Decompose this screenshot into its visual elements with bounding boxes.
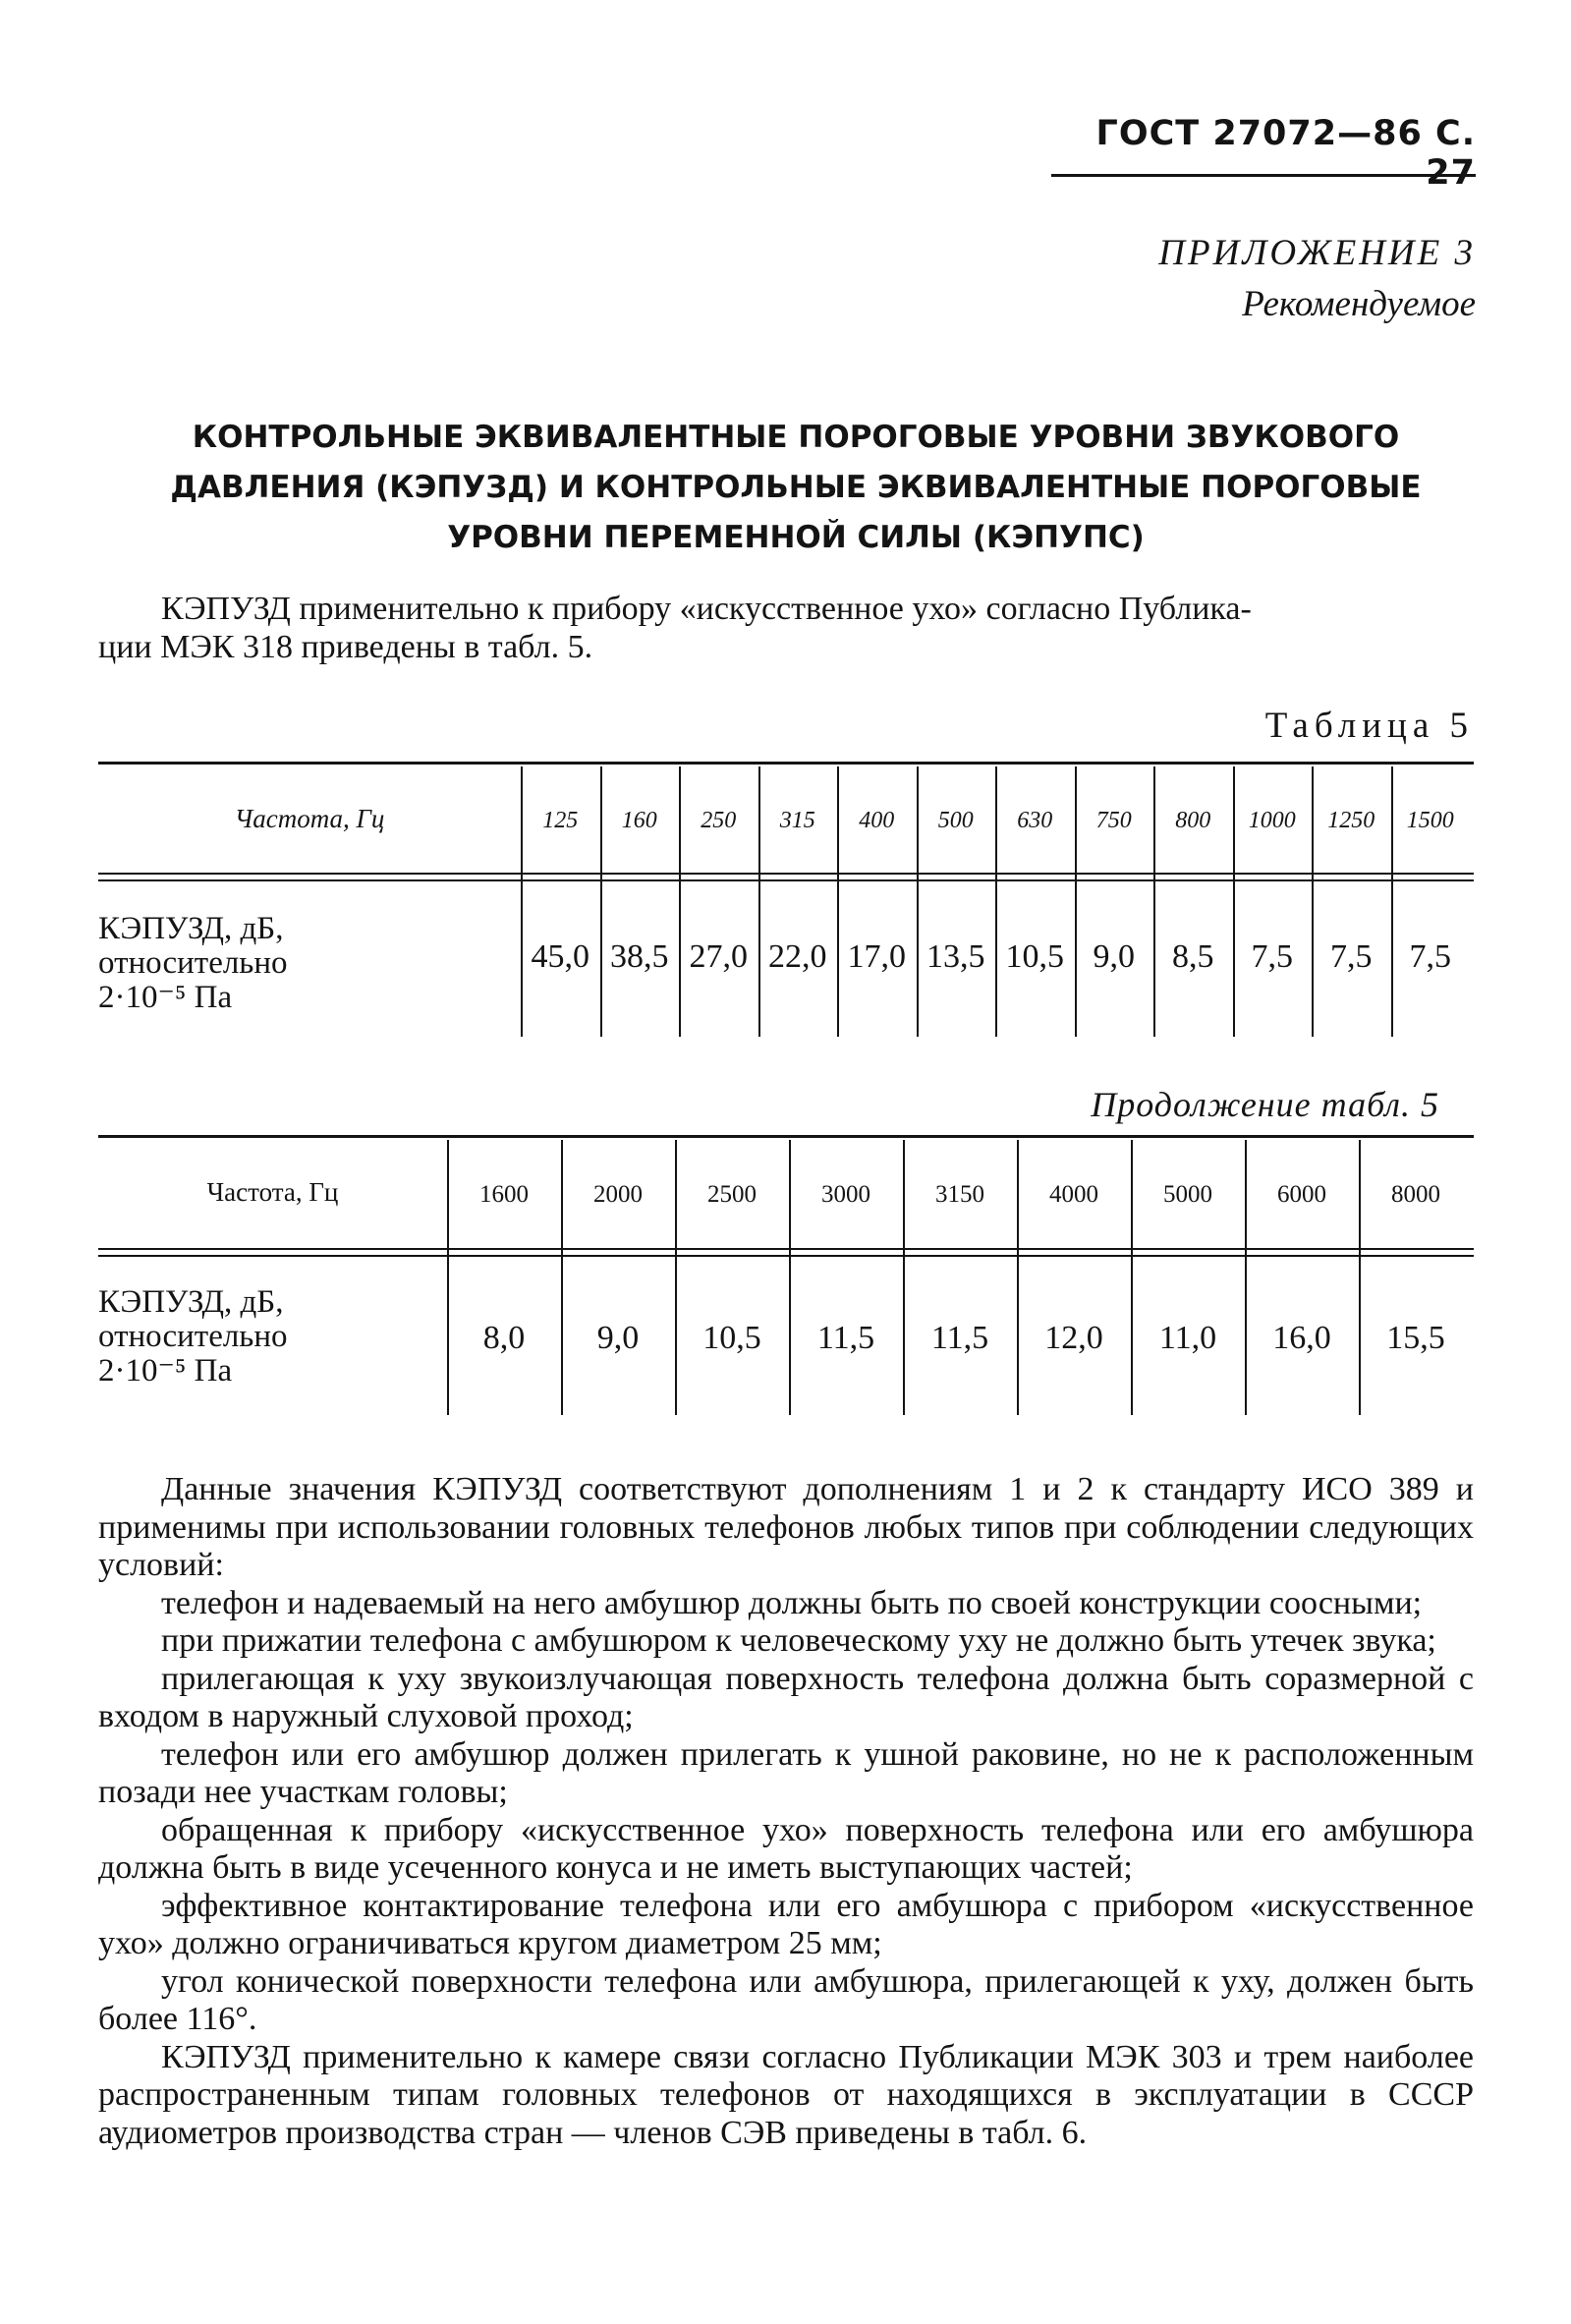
table5-continuation bbox=[98, 1140, 1474, 1415]
frequency-header: 1600 bbox=[479, 1181, 529, 1208]
frequency-header: 8000 bbox=[1391, 1181, 1440, 1208]
frequency-header: 5000 bbox=[1163, 1181, 1212, 1208]
table-value-cell: 7,5 bbox=[1409, 938, 1451, 975]
frequency-header: 1000 bbox=[1248, 808, 1296, 833]
frequency-header: 315 bbox=[779, 808, 815, 833]
frequency-header: 3150 bbox=[935, 1181, 984, 1208]
section-title bbox=[147, 413, 1444, 563]
table-value-cell: 7,5 bbox=[1251, 938, 1293, 975]
frequency-header: 125 bbox=[542, 808, 579, 833]
intro-paragraph bbox=[98, 590, 1474, 666]
frequency-header: 6000 bbox=[1277, 1181, 1326, 1208]
body-paragraph: угол конической поверхности телефона или амбушюра, прилегающей к уху, должен быть более 116°. bbox=[98, 1962, 1474, 2037]
row-label-line: КЭПУЗД, дБ, bbox=[98, 1284, 284, 1320]
table5-cont-header-label: Частота, Гц bbox=[206, 1177, 339, 1207]
frequency-header: 630 bbox=[1017, 808, 1053, 833]
table5-cont-row-label bbox=[98, 1285, 288, 1389]
body-paragraph: Данные значения КЭПУЗД соответствуют дополнениям 1 и 2 к стандарту ИСО 389 и применимы при использовании головных телефонов любых типов при соблюдении следующих условий: bbox=[98, 1471, 1474, 1583]
frequency-header: 250 bbox=[701, 808, 737, 833]
table-value-cell: 8,5 bbox=[1172, 938, 1214, 975]
table-value-cell: 8,0 bbox=[482, 1320, 526, 1356]
body-paragraph: КЭПУЗД применительно к камере связи согласно Публикации МЭК 303 и трем наиболее распространенным типам головных телефонов от находящихся в эксплуатации в СССР аудиометров производства стран — членов СЭВ приведены в табл. 6. bbox=[98, 2038, 1474, 2151]
page-header: ГОСТ 27072—86 С. 27 bbox=[1095, 114, 1476, 193]
table-value-cell: 45,0 bbox=[531, 938, 589, 975]
title-line: ДАВЛЕНИЯ (КЭПУЗД) И КОНТРОЛЬНЫЕ ЭКВИВАЛЕНТНЫЕ ПОРОГОВЫЕ bbox=[170, 470, 1422, 505]
row-label-line: 2·10⁻⁵ Па bbox=[98, 980, 233, 1015]
appendix-block bbox=[1081, 228, 1476, 330]
table5-cont-top-rule bbox=[98, 1135, 1474, 1138]
table-value-cell: 11,5 bbox=[816, 1320, 875, 1356]
table5-top-rule bbox=[98, 762, 1474, 765]
intro-line: ции МЭК 318 приведены в табл. 5. bbox=[98, 629, 593, 665]
table-value-cell: 27,0 bbox=[689, 938, 748, 975]
frequency-header: 500 bbox=[937, 808, 974, 833]
table5 bbox=[98, 766, 1474, 1037]
body-text bbox=[98, 1471, 1474, 2152]
body-paragraph: прилегающая к уху звукоизлучающая поверхность телефона должна быть соразмерной с входом в наружный слуховой проход; bbox=[98, 1660, 1474, 1734]
row-label-line: относительно bbox=[98, 1319, 288, 1354]
table-value-cell: 12,0 bbox=[1044, 1320, 1103, 1356]
table5-header-rule bbox=[98, 873, 1474, 881]
body-paragraph: эффективное контактирование телефона или его амбушюра с прибором «искусственное ухо» должно ограничиваться кругом диаметром 25 мм; bbox=[98, 1887, 1474, 1961]
table-value-cell: 9,0 bbox=[1093, 938, 1135, 975]
table-value-cell: 17,0 bbox=[847, 938, 906, 975]
table-value-cell: 38,5 bbox=[610, 938, 669, 975]
body-paragraph: обращенная к прибору «искусственное ухо» поверхность телефона или его амбушюра должна быть в виде усеченного конуса и не иметь выступающих частей; bbox=[98, 1811, 1474, 1886]
frequency-header: 4000 bbox=[1049, 1181, 1098, 1208]
row-label-line: 2·10⁻⁵ Па bbox=[98, 1353, 233, 1389]
body-paragraph: при прижатии телефона с амбушюром к человеческому уху не должно быть утечек звука; bbox=[161, 1622, 1436, 1659]
frequency-header: 2500 bbox=[707, 1181, 757, 1208]
table5-continuation-label: Продолжение табл. 5 bbox=[1091, 1085, 1439, 1124]
frequency-header: 1250 bbox=[1327, 808, 1375, 833]
frequency-header: 400 bbox=[859, 808, 895, 833]
row-label-line: КЭПУЗД, дБ, bbox=[98, 911, 284, 946]
table5-label: Таблица 5 bbox=[1264, 706, 1474, 746]
table-value-cell: 10,5 bbox=[702, 1320, 761, 1356]
intro-line: КЭПУЗД применительно к прибору «искусственное ухо» согласно Публика- bbox=[161, 591, 1252, 627]
frequency-header: 800 bbox=[1175, 808, 1211, 833]
table-value-cell: 15,5 bbox=[1386, 1320, 1445, 1356]
title-line: УРОВНИ ПЕРЕМЕННОЙ СИЛЫ (КЭПУПС) bbox=[447, 520, 1145, 555]
frequency-header: 750 bbox=[1095, 808, 1132, 833]
body-paragraph: телефон и надеваемый на него амбушюр должны быть по своей конструкции соосными; bbox=[161, 1584, 1423, 1621]
row-label-line: относительно bbox=[98, 945, 288, 981]
body-paragraph: телефон или его амбушюр должен прилегать к ушной раковине, но не к расположенным позади нее участкам головы; bbox=[98, 1735, 1474, 1810]
table5-header-label: Частота, Гц bbox=[234, 804, 385, 833]
frequency-header: 160 bbox=[621, 808, 657, 833]
appendix-label: ПРИЛОЖЕНИЕ 3 bbox=[1158, 233, 1476, 273]
frequency-header: 1500 bbox=[1406, 808, 1454, 833]
appendix-status: Рекомендуемое bbox=[1242, 284, 1476, 324]
frequency-header: 2000 bbox=[593, 1181, 643, 1208]
table-value-cell: 11,0 bbox=[1158, 1320, 1217, 1356]
table-value-cell: 10,5 bbox=[1005, 938, 1064, 975]
table5-cont-header-rule bbox=[98, 1248, 1474, 1257]
frequency-header: 3000 bbox=[821, 1181, 870, 1208]
table-value-cell: 22,0 bbox=[768, 938, 827, 975]
title-line: КОНТРОЛЬНЫЕ ЭКВИВАЛЕНТНЫЕ ПОРОГОВЫЕ УРОВНИ ЗВУКОВОГО bbox=[192, 420, 1400, 455]
table-value-cell: 9,0 bbox=[596, 1320, 640, 1356]
header-rule bbox=[1051, 174, 1476, 177]
table-value-cell: 16,0 bbox=[1272, 1320, 1331, 1356]
table-value-cell: 13,5 bbox=[926, 938, 985, 975]
table5-row-label bbox=[98, 912, 288, 1015]
table-value-cell: 11,5 bbox=[930, 1320, 989, 1356]
table-value-cell: 7,5 bbox=[1330, 938, 1373, 975]
